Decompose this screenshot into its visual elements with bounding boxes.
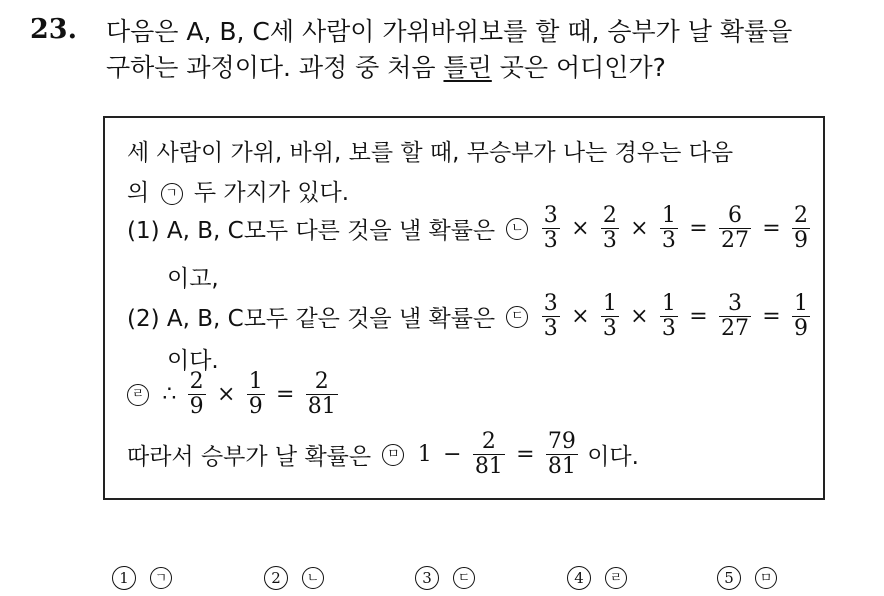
denominator: 81: [474, 454, 503, 479]
denominator: 3: [602, 316, 617, 341]
times-sign: ×: [571, 216, 590, 241]
times-sign: ×: [571, 304, 590, 329]
question-line-1: 다음은 A, B, C세 사람이 가위바위보를 할 때, 승부가 날 확률을: [106, 17, 793, 46]
answer-choices: [0, 566, 884, 596]
numerator: 3: [727, 291, 742, 316]
mark-e: ㅁ: [382, 444, 404, 466]
numerator: 79: [547, 429, 576, 454]
choice-5[interactable]: [717, 566, 781, 590]
denominator: 3: [543, 316, 558, 341]
fraction: [719, 204, 751, 253]
denominator: 3: [543, 228, 558, 253]
equals-sign: =: [516, 442, 535, 467]
step-d: [127, 370, 340, 419]
equals-sign: =: [762, 304, 781, 329]
numerator: 2: [314, 369, 329, 394]
denominator: 9: [794, 316, 809, 341]
choice-number: 5: [717, 566, 741, 590]
denominator: 9: [189, 394, 204, 419]
fraction: [601, 292, 619, 341]
choice-number: 1: [112, 566, 136, 590]
times-sign: ×: [216, 382, 236, 407]
equals-sign: =: [762, 216, 781, 241]
denominator: 27: [720, 228, 749, 253]
choice-label: ㄹ: [605, 567, 627, 589]
case-1: [127, 204, 812, 253]
choice-1[interactable]: [112, 566, 176, 590]
final-line: [127, 430, 639, 479]
box-line-2-post: 두 가지가 있다.: [193, 180, 350, 206]
numerator: 2: [602, 203, 617, 228]
choice-2[interactable]: [264, 566, 328, 590]
choice-label: ㄱ: [150, 567, 172, 589]
fraction: [792, 292, 810, 341]
fraction: [546, 430, 578, 479]
box-line-2: [127, 174, 349, 207]
question-line-2-post: 곳은 어디인가?: [491, 53, 666, 82]
choice-4[interactable]: [567, 566, 631, 590]
box-line-1: 세 사람이 가위, 바위, 보를 할 때, 무승부가 나는 경우는 다음: [127, 140, 734, 166]
question-text: [106, 14, 866, 86]
case-2-tail: 이다.: [167, 348, 219, 374]
one: 1: [417, 442, 432, 467]
fraction: [660, 292, 678, 341]
denominator: 27: [720, 316, 749, 341]
question-line-2-pre: 구하는 과정이다. 과정 중 처음: [106, 53, 444, 82]
numerator: 1: [794, 291, 809, 316]
denominator: 3: [661, 316, 676, 341]
case-1-tail: 이고,: [167, 266, 219, 292]
fraction: [660, 204, 678, 253]
fraction: [188, 370, 206, 419]
denominator: 9: [248, 394, 263, 419]
case-1-label: (1) A, B, C모두 다른 것을 낼 확률은: [127, 218, 496, 244]
times-sign: ×: [630, 216, 649, 241]
times-sign: ×: [630, 304, 649, 329]
equals-sign: =: [689, 304, 708, 329]
choice-label: ㅁ: [755, 567, 777, 589]
fraction: [542, 204, 560, 253]
fraction: [542, 292, 560, 341]
fraction: [306, 370, 338, 419]
numerator: 1: [661, 203, 676, 228]
numerator: 6: [727, 203, 742, 228]
fraction: [792, 204, 810, 253]
denominator: 3: [661, 228, 676, 253]
final-line-post: 이다.: [587, 444, 639, 470]
final-line-pre: 따라서 승부가 날 확률은: [127, 444, 372, 470]
denominator: 81: [307, 394, 336, 419]
minus-sign: −: [443, 442, 462, 467]
choice-label: ㄴ: [302, 567, 324, 589]
therefore-sign: ∴: [162, 382, 177, 407]
choice-label: ㄷ: [453, 567, 475, 589]
mark-c: ㄷ: [506, 306, 528, 328]
choice-number: 3: [415, 566, 439, 590]
numerator: 1: [602, 291, 617, 316]
choice-number: 4: [567, 566, 591, 590]
numerator: 3: [543, 291, 558, 316]
numerator: 2: [481, 429, 496, 454]
underlined-word: 틀린: [443, 53, 492, 82]
question-line-2: [106, 50, 866, 86]
equals-sign: =: [689, 216, 708, 241]
denominator: 3: [602, 228, 617, 253]
case-2: [127, 292, 812, 341]
denominator: 81: [547, 454, 576, 479]
fraction: [247, 370, 265, 419]
mark-d: ㄹ: [127, 384, 149, 406]
numerator: 2: [794, 203, 809, 228]
mark-b: ㄴ: [506, 218, 528, 240]
fraction: [719, 292, 751, 341]
solution-box: [103, 116, 825, 500]
denominator: 9: [794, 228, 809, 253]
box-line-2-pre: 의: [127, 180, 150, 206]
choice-3[interactable]: [415, 566, 479, 590]
numerator: 1: [661, 291, 676, 316]
fraction: [473, 430, 505, 479]
numerator: 1: [248, 369, 263, 394]
fraction: [601, 204, 619, 253]
case-2-label: (2) A, B, C모두 같은 것을 낼 확률은: [127, 306, 496, 332]
mark-a: ㄱ: [161, 183, 183, 205]
choice-number: 2: [264, 566, 288, 590]
question-number: 23.: [30, 14, 77, 45]
numerator: 2: [189, 369, 204, 394]
equals-sign: =: [276, 382, 295, 407]
numerator: 3: [543, 203, 558, 228]
